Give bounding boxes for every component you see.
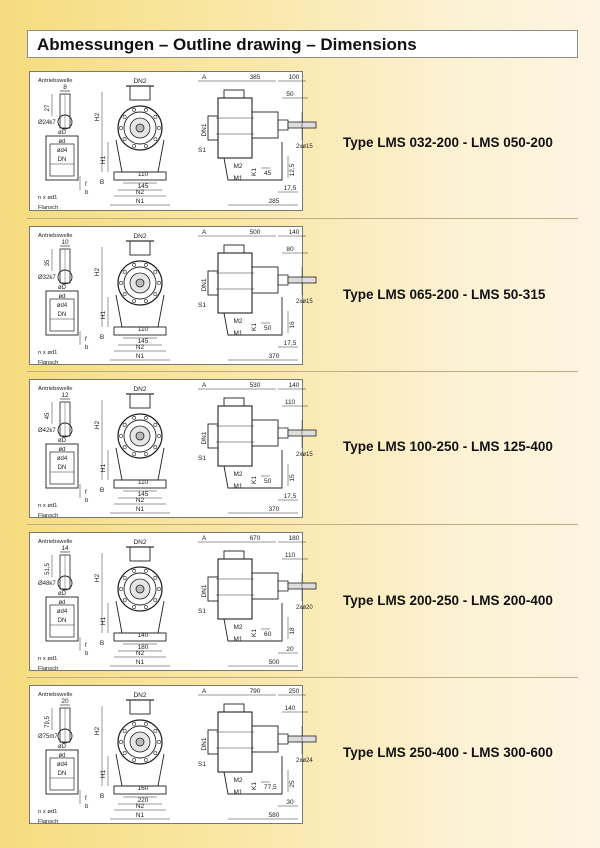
mounting-holes: 2xø15: [296, 144, 313, 150]
width-n2: N2: [135, 344, 145, 351]
drawing-shape: [133, 299, 136, 302]
drawing-shape: [130, 394, 150, 408]
drawing-shape: [133, 722, 136, 725]
dimension-m2: M2: [233, 318, 243, 325]
height-h2: H2: [94, 573, 101, 583]
drawing-shape: [252, 573, 278, 599]
dimension-s1: S1: [198, 147, 206, 154]
dimension-k-small: 12,5: [289, 163, 296, 177]
foot-outer-width: 220: [137, 797, 149, 804]
dimension-m2: M2: [233, 777, 243, 784]
width-n1: N1: [135, 659, 145, 666]
height-h2: H2: [94, 726, 101, 736]
drawing-shape: [123, 293, 126, 296]
drawing-shape: [154, 599, 157, 602]
height-h2: H2: [94, 267, 101, 277]
overall-length: 500: [249, 229, 261, 236]
flange-inner-diameter: ød4: [56, 609, 68, 615]
drawing-shape: [130, 700, 150, 714]
coupling-distance: 140: [284, 705, 296, 712]
drawing-shape: [144, 452, 147, 455]
dimension-s1: S1: [198, 761, 206, 768]
foot-inner-width: 110: [137, 326, 149, 333]
drawing-shape: [116, 448, 164, 480]
drawing-shape: [154, 576, 157, 579]
drawing-shape: [144, 605, 147, 608]
width-n1: N1: [135, 812, 145, 819]
drawing-shape: [154, 270, 157, 273]
flange-outer-diameter: øD: [58, 591, 66, 597]
shaft-diameter: Ø24k7: [38, 120, 56, 126]
drawing-shape: [133, 758, 136, 761]
drawing-shape: [133, 452, 136, 455]
drawing-shape: [136, 738, 144, 746]
dimension-b: B: [99, 640, 105, 647]
drawing-shape: [157, 740, 160, 743]
base-length: 370: [268, 506, 280, 513]
drive-shaft-label: Antriebswelle: [38, 539, 73, 545]
shaft-extension: 140: [288, 229, 300, 236]
overall-length: 790: [249, 688, 261, 695]
outline-drawing-panel: [29, 532, 313, 672]
coupling-distance: 50: [286, 91, 294, 98]
drawing-shape: [218, 98, 252, 158]
base-offset: 17,5: [283, 340, 297, 347]
dimension-k1: K1: [251, 323, 258, 331]
outline-drawing-panel: [29, 685, 313, 825]
base-offset: 30: [286, 799, 294, 806]
coupling-distance: 80: [286, 246, 294, 253]
dimension-m1: M1: [233, 175, 243, 182]
drawing-shape: [144, 144, 147, 147]
flange-inner-diameter: ød4: [56, 303, 68, 309]
foot-inner-width: 110: [137, 171, 149, 178]
shaft-key-height: 35: [45, 259, 51, 267]
width-n1: N1: [135, 198, 145, 205]
drawing-shape: [154, 446, 157, 449]
discharge-nominal-size: DN2: [133, 692, 147, 699]
flange-nominal-size: DN: [57, 618, 67, 624]
height-h2: H2: [94, 420, 101, 430]
flange-inner-diameter: ød4: [56, 148, 68, 154]
dimension-drawing: [30, 227, 313, 366]
flange-inner-diameter: ød4: [56, 456, 68, 462]
base-offset: 17,5: [283, 493, 297, 500]
shaft-diameter: Ø42k7: [38, 428, 56, 434]
drawing-shape: [116, 601, 164, 633]
shaft-extension: 250: [288, 688, 300, 695]
dimension-drawing: [30, 72, 313, 212]
section-divider: [27, 218, 578, 219]
drawing-shape: [278, 428, 288, 438]
base-length: 370: [268, 353, 280, 360]
dimension-k: 50: [264, 478, 272, 485]
pump-type-label: Type LMS 065-200 - LMS 50-315: [343, 287, 546, 302]
dimension-s1: S1: [198, 302, 206, 309]
flange-pitch-diameter: ød: [58, 294, 66, 300]
dimension-k: 77,5: [264, 784, 277, 791]
drawing-shape: [252, 726, 278, 752]
drawing-shape: [144, 299, 147, 302]
base-offset: 20: [286, 646, 294, 653]
pump-type-label: Type LMS 250-400 - LMS 300-600: [343, 745, 553, 760]
height-h1: H1: [100, 616, 107, 626]
outline-drawing-panel: [29, 71, 313, 211]
dimension-m2: M2: [233, 163, 243, 170]
drive-shaft-label: Antriebswelle: [38, 692, 73, 698]
foot-outer-width: 180: [137, 644, 149, 651]
mounting-holes: 2xø15: [296, 452, 313, 458]
flange-label: Flansch: [38, 819, 59, 825]
overall-length: 670: [249, 535, 261, 542]
dimension-m1: M1: [233, 330, 243, 337]
drawing-shape: [252, 420, 278, 446]
shaft-extension: 100: [288, 74, 300, 81]
drawing-shape: [116, 754, 164, 786]
discharge-nominal-size: DN2: [133, 78, 147, 85]
flange-label: Flansch: [38, 360, 59, 366]
base-length: 285: [268, 198, 280, 205]
drawing-shape: [116, 295, 164, 327]
shaft-diameter: Ø75m7: [38, 734, 58, 740]
foot-inner-width: 110: [137, 479, 149, 486]
suction-nominal-size: DN1: [201, 278, 208, 292]
dimension-a: A: [202, 229, 207, 236]
flange-nominal-size: DN: [57, 465, 67, 471]
drawing-shape: [144, 416, 147, 419]
bolt-holes-label: n x ød1: [38, 503, 58, 509]
shaft-key-height: 27: [45, 104, 51, 112]
flange-outer-diameter: øD: [58, 438, 66, 444]
suction-nominal-size: DN1: [201, 584, 208, 598]
dimension-m2: M2: [233, 624, 243, 631]
drawing-shape: [157, 126, 160, 129]
drawing-shape: [154, 138, 157, 141]
drawing-shape: [133, 416, 136, 419]
drawing-shape: [154, 423, 157, 426]
drawing-shape: [119, 587, 122, 590]
drawing-shape: [157, 281, 160, 284]
discharge-nominal-size: DN2: [133, 539, 147, 546]
coupling-distance: 110: [284, 399, 296, 406]
drive-shaft-label: Antriebswelle: [38, 233, 73, 239]
shaft-diameter: Ø32k7: [38, 275, 56, 281]
dimension-a: A: [202, 74, 207, 81]
base-length: 500: [268, 659, 280, 666]
drawing-shape: [123, 729, 126, 732]
drawing-shape: [278, 120, 288, 130]
height-h1: H1: [100, 463, 107, 473]
dimension-k: 45: [264, 170, 272, 177]
dimension-k-small: 25: [289, 780, 296, 788]
overall-length: 385: [249, 74, 261, 81]
drawing-shape: [130, 86, 150, 100]
flange-outer-diameter: øD: [58, 130, 66, 136]
dimension-k: 60: [264, 631, 272, 638]
dimension-s1: S1: [198, 455, 206, 462]
shaft-key-height: 51,5: [45, 563, 51, 575]
flange-pitch-diameter: ød: [58, 447, 66, 453]
page-title-box: [27, 30, 578, 58]
width-n1: N1: [135, 353, 145, 360]
outline-drawing-panel: [29, 226, 313, 366]
pump-type-label: Type LMS 100-250 - LMS 125-400: [343, 439, 553, 454]
shaft-key-width: 20: [61, 698, 69, 705]
flange-nominal-size: DN: [57, 771, 67, 777]
drive-shaft-label: Antriebswelle: [38, 78, 73, 84]
dimension-k1: K1: [251, 168, 258, 176]
drawing-shape: [144, 569, 147, 572]
flange-label: Flansch: [38, 666, 59, 672]
shaft-key-width: 14: [61, 545, 69, 552]
drawing-shape: [130, 547, 150, 561]
height-h2: H2: [94, 112, 101, 122]
bolt-holes-label: n x ød1: [38, 809, 58, 815]
flange-outer-diameter: øD: [58, 285, 66, 291]
flange-depth: b: [85, 804, 89, 810]
dimension-m1: M1: [233, 636, 243, 643]
height-h1: H1: [100, 155, 107, 165]
drawing-shape: [252, 267, 278, 293]
dimension-m2: M2: [233, 471, 243, 478]
mounting-holes: 2xø15: [296, 299, 313, 305]
width-n2: N2: [135, 189, 145, 196]
flange-thickness: f: [85, 182, 87, 188]
shaft-key-width: 10: [61, 239, 69, 246]
bolt-holes-label: n x ød1: [38, 195, 58, 201]
drawing-shape: [224, 245, 244, 253]
drawing-shape: [119, 126, 122, 129]
dimension-a: A: [202, 688, 207, 695]
drawing-shape: [208, 577, 218, 601]
drawing-shape: [123, 446, 126, 449]
shaft-key-width: 8: [63, 84, 67, 91]
drawing-shape: [218, 712, 252, 772]
dimension-k-small: 18: [289, 627, 296, 635]
mounting-holes: 2xø24: [296, 758, 313, 764]
flange-depth: b: [85, 190, 89, 196]
flange-thickness: f: [85, 643, 87, 649]
width-n2: N2: [135, 803, 145, 810]
drawing-shape: [136, 432, 144, 440]
drawing-shape: [224, 704, 244, 712]
drawing-shape: [224, 90, 244, 98]
drawing-shape: [123, 576, 126, 579]
shaft-extension: 140: [288, 382, 300, 389]
page-title: Abmessungen – Outline drawing – Dimensions: [37, 35, 417, 54]
flange-depth: b: [85, 345, 89, 351]
drawing-shape: [133, 605, 136, 608]
flange-label: Flansch: [38, 513, 59, 519]
shaft-key-width: 12: [61, 392, 69, 399]
discharge-nominal-size: DN2: [133, 386, 147, 393]
dimension-b: B: [99, 179, 105, 186]
dimension-m1: M1: [233, 789, 243, 796]
dimension-b: B: [99, 487, 105, 494]
drawing-shape: [208, 271, 218, 295]
suction-nominal-size: DN1: [201, 123, 208, 137]
shaft-diameter: Ø48k7: [38, 581, 56, 587]
dimension-k1: K1: [251, 476, 258, 484]
discharge-nominal-size: DN2: [133, 233, 147, 240]
height-h1: H1: [100, 310, 107, 320]
drawing-shape: [218, 253, 252, 313]
foot-outer-width: 145: [137, 491, 149, 498]
section-divider: [27, 677, 578, 678]
drawing-shape: [278, 734, 288, 744]
dimension-k-small: 15: [289, 474, 296, 482]
outline-drawing-panel: [29, 379, 313, 519]
drawing-shape: [224, 551, 244, 559]
drawing-shape: [123, 599, 126, 602]
drive-shaft-label: Antriebswelle: [38, 386, 73, 392]
drawing-shape: [218, 559, 252, 619]
drawing-shape: [123, 115, 126, 118]
drawing-shape: [119, 281, 122, 284]
dimension-b: B: [99, 334, 105, 341]
dimension-drawing: [30, 380, 313, 519]
foot-inner-width: 160: [137, 785, 149, 792]
flange-depth: b: [85, 498, 89, 504]
drawing-shape: [144, 758, 147, 761]
flange-thickness: f: [85, 490, 87, 496]
drawing-shape: [154, 752, 157, 755]
width-n2: N2: [135, 497, 145, 504]
drawing-shape: [144, 263, 147, 266]
drawing-shape: [154, 729, 157, 732]
drawing-shape: [157, 434, 160, 437]
dimension-s1: S1: [198, 608, 206, 615]
drawing-shape: [154, 293, 157, 296]
drawing-shape: [278, 275, 288, 285]
flange-thickness: f: [85, 796, 87, 802]
drawing-shape: [116, 140, 164, 172]
drawing-shape: [136, 124, 144, 132]
bolt-holes-label: n x ød1: [38, 350, 58, 356]
suction-nominal-size: DN1: [201, 431, 208, 445]
overall-length: 530: [249, 382, 261, 389]
mounting-holes: 2xø20: [296, 605, 313, 611]
dimension-drawing: [30, 686, 313, 825]
drawing-shape: [208, 730, 218, 754]
dimension-drawing: [30, 533, 313, 672]
flange-inner-diameter: ød4: [56, 762, 68, 768]
flange-pitch-diameter: ød: [58, 139, 66, 145]
shaft-key-height: 79,5: [45, 716, 51, 728]
dimension-k-small: 16: [289, 321, 296, 329]
shaft-key-height: 45: [45, 412, 51, 420]
drawing-shape: [123, 752, 126, 755]
suction-nominal-size: DN1: [201, 737, 208, 751]
dimension-k: 50: [264, 325, 272, 332]
base-offset: 17,5: [283, 185, 297, 192]
drawing-shape: [252, 112, 278, 138]
dimension-k1: K1: [251, 629, 258, 637]
drawing-shape: [133, 108, 136, 111]
drawing-shape: [208, 424, 218, 448]
flange-pitch-diameter: ød: [58, 600, 66, 606]
flange-label: Flansch: [38, 205, 59, 211]
drawing-shape: [136, 585, 144, 593]
dimension-b: B: [99, 793, 105, 800]
shaft-extension: 180: [288, 535, 300, 542]
drawing-shape: [278, 581, 288, 591]
section-divider: [27, 371, 578, 372]
drawing-shape: [123, 270, 126, 273]
height-h1: H1: [100, 769, 107, 779]
drawing-shape: [133, 569, 136, 572]
drawing-shape: [123, 138, 126, 141]
dimension-a: A: [202, 535, 207, 542]
drawing-shape: [144, 722, 147, 725]
pump-type-label: Type LMS 200-250 - LMS 200-400: [343, 593, 553, 608]
foot-outer-width: 145: [137, 338, 149, 345]
flange-pitch-diameter: ød: [58, 753, 66, 759]
flange-nominal-size: DN: [57, 157, 67, 163]
drawing-shape: [157, 587, 160, 590]
drawing-shape: [144, 108, 147, 111]
dimension-m1: M1: [233, 483, 243, 490]
drawing-shape: [208, 116, 218, 140]
width-n2: N2: [135, 650, 145, 657]
drawing-shape: [154, 115, 157, 118]
drawing-shape: [130, 241, 150, 255]
width-n1: N1: [135, 506, 145, 513]
flange-outer-diameter: øD: [58, 744, 66, 750]
drawing-shape: [136, 279, 144, 287]
foot-outer-width: 145: [137, 183, 149, 190]
flange-nominal-size: DN: [57, 312, 67, 318]
drawing-shape: [133, 263, 136, 266]
drawing-shape: [224, 398, 244, 406]
section-divider: [27, 524, 578, 525]
drawing-shape: [123, 423, 126, 426]
drawing-shape: [133, 144, 136, 147]
dimension-a: A: [202, 382, 207, 389]
coupling-distance: 110: [284, 552, 296, 559]
flange-depth: b: [85, 651, 89, 657]
flange-thickness: f: [85, 337, 87, 343]
base-length: 580: [268, 812, 280, 819]
drawing-shape: [119, 434, 122, 437]
drawing-shape: [218, 406, 252, 466]
pump-type-label: Type LMS 032-200 - LMS 050-200: [343, 135, 553, 150]
dimension-k1: K1: [251, 782, 258, 790]
drawing-shape: [119, 740, 122, 743]
bolt-holes-label: n x ød1: [38, 656, 58, 662]
foot-inner-width: 140: [137, 632, 149, 639]
